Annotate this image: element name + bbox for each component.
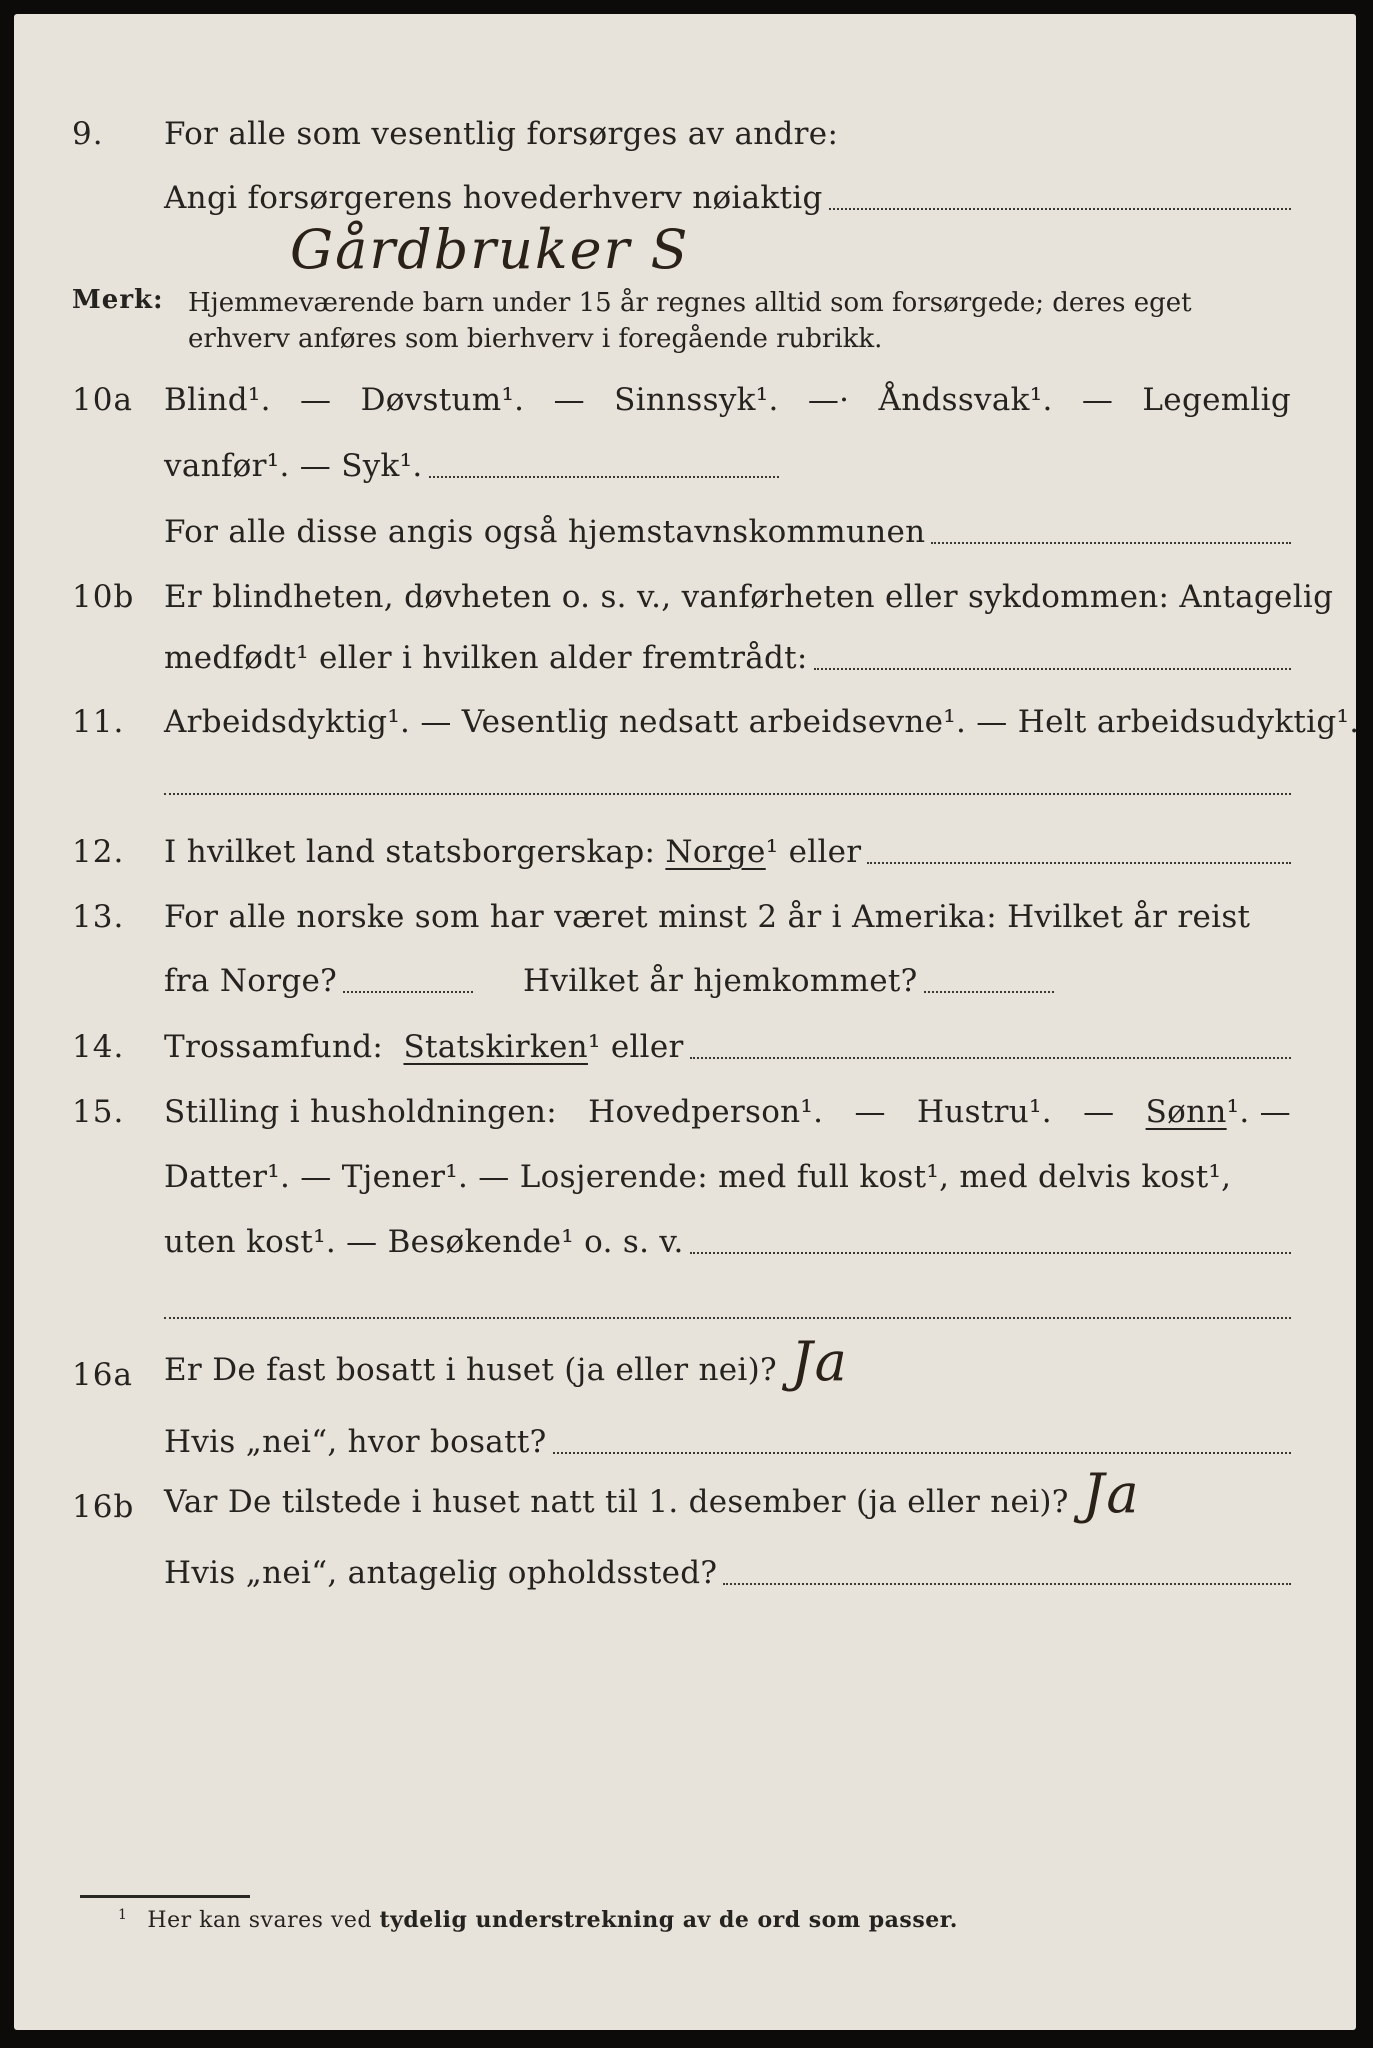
q14-line xyxy=(0,1015,1373,1075)
q15-text-3: uten kost¹. — Besøkende¹ o. s. v. xyxy=(164,1224,684,1260)
q10b-number: 10b xyxy=(72,579,135,615)
option-hovedperson: Hovedperson¹. xyxy=(588,1094,824,1130)
q15-text-2: Datter¹. — Tjener¹. — Losjerende: med full kost¹, med delvis kost¹, xyxy=(164,1159,1232,1195)
q10b-dotted-fill xyxy=(814,667,1291,670)
option-legemlig: Legemlig xyxy=(1142,382,1291,418)
q16b-line1 xyxy=(0,1462,1373,1535)
q10a-vanfor-syk: vanfør¹. — Syk¹. xyxy=(164,448,423,484)
q16a-hvor-bosatt: Hvis „nei“, hvor bosatt? xyxy=(164,1424,547,1460)
merk-text: Hjemmeværende barn under 15 år regnes alltid som forsørgede; deres eget erhverv anføres som bierhverv i foregående rubrikk. xyxy=(188,288,1192,354)
footnote-bold-text: tydelig understrekning av de ord som passer. xyxy=(379,1907,958,1933)
q10a-line1 xyxy=(0,368,1373,428)
q12-number: 12. xyxy=(72,834,125,870)
q9-line1 xyxy=(0,102,1373,162)
q16a-handwritten-answer: Ja xyxy=(790,1330,849,1393)
q9-question: Angi forsørgerens hovederhverv nøiaktig xyxy=(164,180,823,216)
q16b-handwritten-answer: Ja xyxy=(1082,1462,1141,1525)
option-sinnssyk: Sinnssyk¹. xyxy=(614,382,779,418)
footnote-rule xyxy=(80,1895,250,1898)
dash: — xyxy=(1081,382,1114,418)
q11-text: Arbeidsdyktig¹. — Vesentlig nedsatt arbeidsevne¹. — Helt arbeidsudyktig¹. xyxy=(164,704,1360,740)
q11-blank-line xyxy=(164,793,1291,795)
q10b-line2 xyxy=(0,626,1373,686)
q13-reist: fra Norge? xyxy=(164,963,338,999)
q13-hjemkommet-fill xyxy=(924,990,1054,993)
q16a-line2 xyxy=(0,1410,1373,1470)
q12-eller: ¹ eller xyxy=(765,834,862,870)
footnote-text: Her kan svares ved xyxy=(147,1908,372,1933)
q9-handwritten-answer: Gårdbruker S xyxy=(290,218,690,281)
q14-text: Trossamfund: xyxy=(164,1029,384,1065)
q15-text: Stilling i husholdningen: xyxy=(164,1094,557,1130)
dash: —· xyxy=(807,382,850,418)
q10b-question: medfødt¹ eller i hvilken alder fremtrådt: xyxy=(164,640,808,676)
q14-eller: ¹ eller xyxy=(587,1029,684,1065)
q15-line1-end: ¹. — xyxy=(1226,1094,1291,1130)
q15-line1 xyxy=(0,1080,1373,1140)
q9-text: For alle som vesentlig forsørges av andre: xyxy=(164,116,839,152)
q14-underlined-answer: Statskirken xyxy=(403,1029,588,1065)
q16a-line1 xyxy=(0,1330,1373,1403)
q13-hjemkommet: Hvilket år hjemkommet? xyxy=(523,963,918,999)
q11-line1 xyxy=(0,690,1373,750)
dash: — xyxy=(553,382,585,418)
q13-line1 xyxy=(0,885,1373,945)
q15-number: 15. xyxy=(72,1094,125,1130)
q16b-dotted-fill xyxy=(723,1582,1291,1585)
q10b-line1 xyxy=(0,565,1373,625)
q15-line2 xyxy=(0,1145,1373,1205)
q16b-opholdssted: Hvis „nei“, antagelig opholdssted? xyxy=(164,1555,718,1591)
q10a-dotted-fill xyxy=(429,475,779,478)
q10a-number: 10a xyxy=(72,382,133,418)
q10a-hjemstavn-fill xyxy=(931,541,1291,544)
q9-answer-line xyxy=(0,215,1373,295)
q10a-line3 xyxy=(0,500,1373,560)
q16a-question: Er De fast bosatt i huset (ja eller nei)? xyxy=(164,1352,777,1388)
footnote xyxy=(118,1907,958,1933)
q15-dotted-fill xyxy=(690,1251,1291,1254)
q15-blank-line xyxy=(164,1317,1291,1319)
option-dovstum: Døvstum¹. xyxy=(360,382,525,418)
q12-dotted-fill xyxy=(867,861,1291,864)
option-andssvak: Åndssvak¹. xyxy=(878,382,1053,418)
q16b-question: Var De tilstede i huset natt til 1. desember (ja eller nei)? xyxy=(164,1484,1069,1520)
q13-number: 13. xyxy=(72,899,125,935)
q12-text: I hvilket land statsborgerskap: xyxy=(164,834,656,870)
q14-number: 14. xyxy=(72,1029,125,1065)
q13-reist-fill xyxy=(343,990,473,993)
q15-underlined-answer: Sønn xyxy=(1145,1094,1227,1130)
q15-line3 xyxy=(0,1210,1373,1270)
q11-number: 11. xyxy=(72,704,125,740)
q13-line2 xyxy=(0,949,1373,1009)
dash: — xyxy=(854,1094,886,1130)
q16a-dotted-fill xyxy=(553,1451,1291,1454)
q10a-hjemstavn: For alle disse angis også hjemstavnskommunen xyxy=(164,514,926,550)
merk-label: Merk: xyxy=(72,285,164,315)
q13-text: For alle norske som har været minst 2 år i Amerika: Hvilket år reist xyxy=(164,899,1251,935)
q16b-number: 16b xyxy=(72,1489,135,1525)
footnote-marker: 1 xyxy=(118,1907,128,1923)
q16a-number: 16a xyxy=(72,1357,133,1393)
q12-underlined-answer: Norge xyxy=(665,834,766,870)
q16b-line2 xyxy=(0,1541,1373,1601)
q9-number: 9. xyxy=(72,116,104,152)
q12-line xyxy=(0,820,1373,880)
q9-dotted-fill xyxy=(829,207,1291,210)
q10a-line2 xyxy=(0,434,1373,494)
q14-dotted-fill xyxy=(690,1056,1291,1059)
option-blind: Blind¹. xyxy=(164,382,271,418)
q10b-text: Er blindheten, døvheten o. s. v., vanførheten eller sykdommen: Antagelig xyxy=(164,579,1334,615)
dash: — xyxy=(300,382,332,418)
option-hustru: Hustru¹. xyxy=(917,1094,1052,1130)
dash: — xyxy=(1083,1094,1115,1130)
